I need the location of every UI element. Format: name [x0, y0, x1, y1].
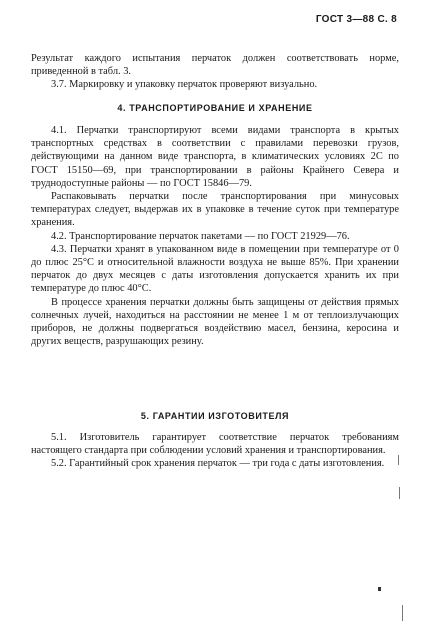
paragraph-test-result: Результат каждого испытания перчаток должен соответствовать норме, приведенной в табл. 3.: [31, 53, 399, 78]
paragraph-5-2: 5.2. Гарантийный срок хранения перчаток — три года с даты изготовления.: [51, 458, 385, 470]
paragraph-4-3: 4.3. Перчатки хранят в упакованном виде в помещении при температуре от 0 до плюс 25°С и относительной влажности воздуха не выше 85%. При хранении перчаток до двух месяцев с даты изготовления допускается хранить их при температуре до плюс 40°С.: [31, 243, 399, 295]
paragraph-4-2: 4.2. Транспортирование перчаток пакетами — по ГОСТ 21929—76.: [51, 230, 350, 242]
paragraph-unpacking: Распаковывать перчатки после транспортирования при минусовых температурах следует, выдержав их в упаковке в течение суток при температуре хранения.: [31, 191, 399, 229]
paragraph-3-7: 3.7. Маркировку и упаковку перчаток проверяют визуально.: [51, 79, 318, 91]
section-4-heading: 4. ТРАНСПОРТИРОВАНИЕ И ХРАНЕНИЕ: [117, 103, 313, 113]
paragraph-storage: В процессе хранения перчатки должны быть защищены от действия прямых солнечных лучей, находиться на расстоянии не менее 1 м от теплоизлучающих приборов, не должны подвергаться воздействию масел, бензина, керосина и других веществ, разрушающих резину.: [31, 296, 399, 348]
section-5-heading: 5. ГАРАНТИИ ИЗГОТОВИТЕЛЯ: [140, 411, 290, 421]
intro-block: [31, 52, 399, 92]
section-4-body: [31, 124, 399, 348]
page-header: ГОСТ 3—88 С. 8: [315, 14, 397, 25]
paragraph-5-1: 5.1. Изготовитель гарантирует соответствие перчаток требованиям настоящего стандарта при соблюдении условий хранения и транспортирования.: [31, 432, 399, 457]
scan-mark: [398, 455, 399, 465]
section-5-body: [31, 431, 399, 471]
scan-mark: [402, 605, 403, 621]
paragraph-4-1: 4.1. Перчатки транспортируют всеми видами транспорта в крытых транспортных средствах в соответствии с правилами перевозки грузов, действующими на данном виде транспорта, в климатических условиях 2С по ГОСТ 15150—69, при транспортировании в районы Крайнего Севера и труднодоступные районы — по ГОСТ 15846—79.: [31, 125, 399, 189]
scan-mark: [399, 487, 400, 499]
scan-mark: [378, 587, 381, 591]
